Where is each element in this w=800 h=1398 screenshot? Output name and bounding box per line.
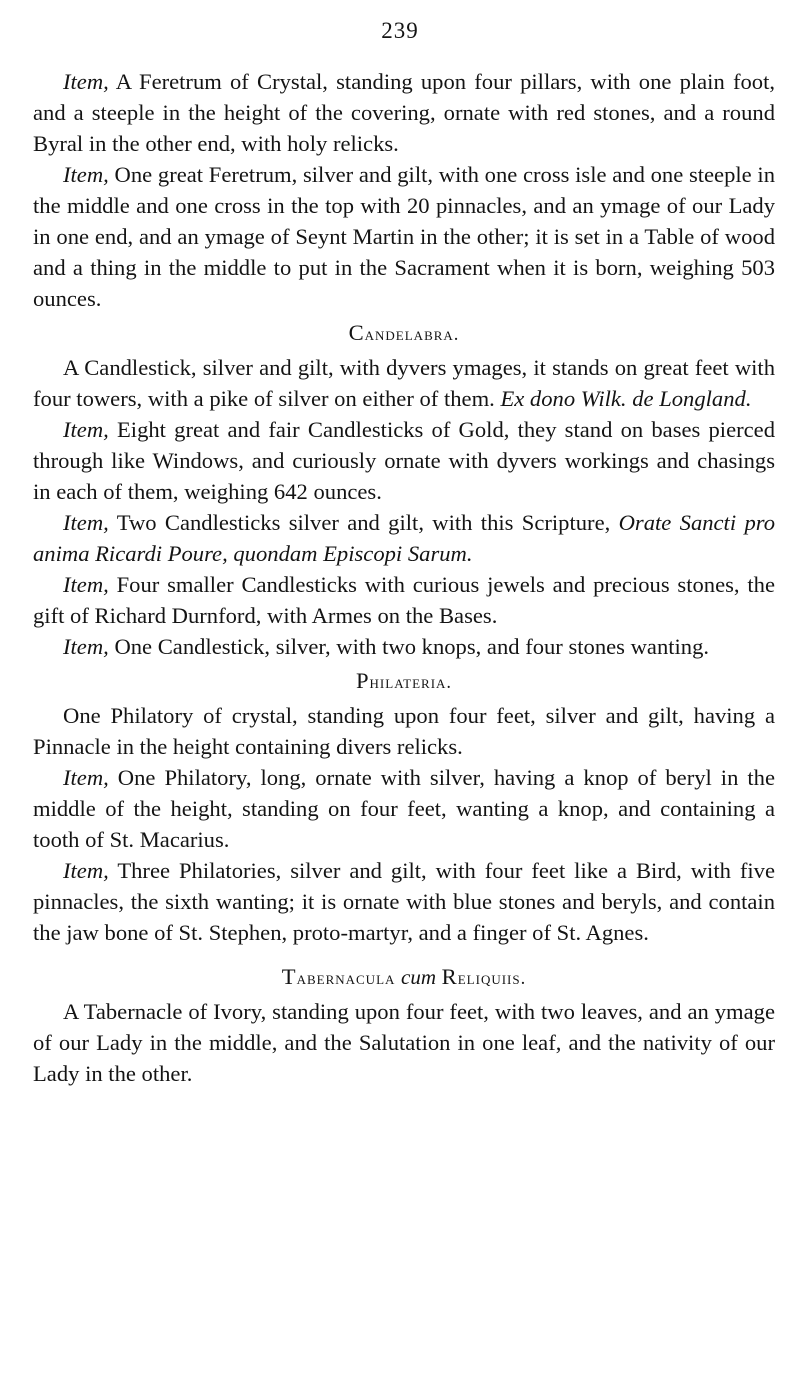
- candlestick-paragraph: [33, 352, 775, 414]
- paragraph-text: Eight great and fair Candlesticks of Gold, they stand on bases pierced through like Windows, and curiously ornate with dyvers workings and chasings in each of them, weighing 642 ounces.: [33, 417, 775, 504]
- heading-latin-word: cum: [401, 965, 437, 989]
- heading-rest: andelabra.: [364, 325, 460, 345]
- paragraph-text: Two Candlesticks silver and gilt, with this Scripture,: [108, 510, 611, 535]
- item-label: Item,: [63, 572, 109, 597]
- page-number: 239: [381, 18, 419, 43]
- heading-initial: C: [348, 320, 365, 345]
- philatory-long-paragraph: [33, 762, 775, 855]
- philatory-crystal-paragraph: [33, 700, 775, 762]
- item-label: Item,: [63, 510, 109, 535]
- item-label: Item,: [63, 858, 109, 883]
- paragraph-text: One Candlestick, silver, with two knops, and four stones wanting.: [108, 634, 710, 659]
- heading-rest: abernacula: [296, 969, 396, 989]
- philateria-heading: [33, 666, 775, 698]
- one-candlestick-paragraph: [33, 631, 775, 662]
- paragraph-text: Four smaller Candlesticks with curious jewels and precious stones, the gift of Richard Durnford, with Armes on the Bases.: [33, 572, 775, 628]
- paragraph-text: Three Philatories, silver and gilt, with four feet like a Bird, with five pinnacles, the sixth wanting; it is ornate with blue stones and beryls, and contain the jaw bone of St. Stephen, proto-martyr, and a finger of St. Agnes.: [33, 858, 775, 945]
- tabernacula-heading: [33, 962, 775, 994]
- smaller-candlesticks-paragraph: [33, 569, 775, 631]
- latin-donor-note: Ex dono Wilk. de Longland.: [500, 386, 752, 411]
- feretrum-crystal-paragraph: [33, 66, 775, 159]
- great-feretrum-paragraph: [33, 159, 775, 314]
- paragraph-text: One great Feretrum, silver and gilt, with one cross isle and one steeple in the middle and one cross in the top with 20 pinnacles, and an ymage of our Lady in one end, and an ymage of Seynt Martin in the other; it is set in a Table of wood and a thing in the middle to put in the Sacrament when it is born, weighing 503 ounces.: [33, 162, 775, 311]
- candelabra-heading: [33, 318, 775, 350]
- page-body: [33, 66, 775, 1089]
- item-label: Item,: [63, 162, 109, 187]
- heading-initial: P: [355, 668, 370, 693]
- paragraph-text: One Philatory, long, ornate with silver, having a knop of beryl in the middle of the height, standing on four feet, wanting a knop, and containing a tooth of St. Macarius.: [33, 765, 775, 852]
- latin-inscription: Orate Sancti pro anima Ricardi Poure, quondam Episcopi Sarum.: [33, 510, 775, 566]
- gold-candlesticks-paragraph: [33, 414, 775, 507]
- paragraph-text: A Tabernacle of Ivory, standing upon four feet, with two leaves, and an ymage of our Lady in the middle, and the Salutation in one leaf, and the nativity of our Lady in the other.: [33, 999, 775, 1086]
- item-label: Item,: [63, 417, 109, 442]
- paragraph-text: One Philatory of crystal, standing upon four feet, silver and gilt, having a Pinnacle in the height containing divers relicks.: [33, 703, 775, 759]
- heading-initial: T: [281, 964, 297, 989]
- two-candlesticks-paragraph: [33, 507, 775, 569]
- item-label: Item,: [63, 634, 109, 659]
- three-philatories-paragraph: [33, 855, 775, 948]
- paragraph-text: A Candlestick, silver and gilt, with dyvers ymages, it stands on great feet with four towers, with a pike of silver on either of them.: [33, 355, 775, 411]
- paragraph-text: A Feretrum of Crystal, standing upon four pillars, with one plain foot, and a steeple in the height of the covering, ornate with red stones, and a round Byral in the other end, with holy relicks.: [33, 69, 775, 156]
- item-label: Item,: [63, 765, 109, 790]
- heading-rest: hilateria.: [369, 673, 453, 693]
- heading-initial: R: [441, 964, 458, 989]
- item-label: Item,: [63, 69, 109, 94]
- heading-rest: eliquiis.: [457, 969, 527, 989]
- tabernacle-ivory-paragraph: [33, 996, 775, 1089]
